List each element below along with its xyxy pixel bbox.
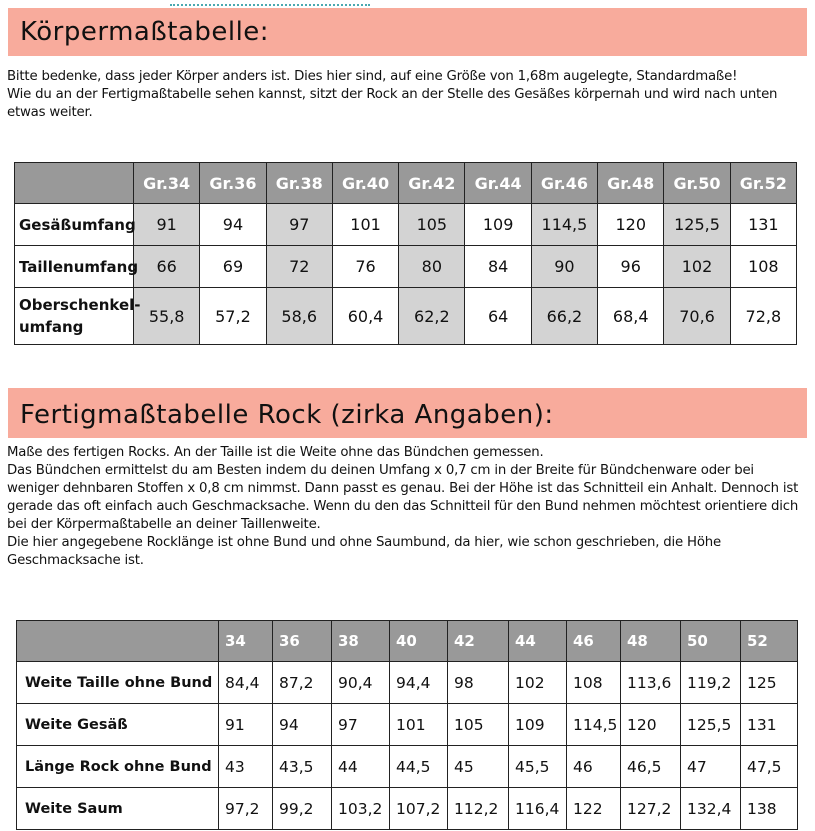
size-header: Gr.42 (399, 163, 465, 204)
value-cell: 62,2 (399, 288, 465, 345)
value-cell: 98 (448, 662, 509, 704)
size-header: Gr.34 (134, 163, 200, 204)
section-title: Fertigmaßtabelle Rock (zirka Angaben): (20, 400, 554, 430)
value-cell: 64 (465, 288, 531, 345)
table-row (17, 788, 798, 830)
value-cell: 112,2 (448, 788, 509, 830)
value-cell: 131 (730, 204, 796, 246)
value-cell: 90 (531, 246, 597, 288)
value-cell: 105 (448, 704, 509, 746)
value-cell: 87,2 (273, 662, 332, 704)
value-cell: 66,2 (531, 288, 597, 345)
value-cell: 99,2 (273, 788, 332, 830)
value-cell: 57,2 (200, 288, 266, 345)
finished-measurement-table (16, 620, 798, 830)
corner-cell (15, 163, 134, 204)
table-row (15, 288, 797, 345)
value-cell: 103,2 (332, 788, 390, 830)
size-header: 44 (509, 621, 567, 662)
value-cell: 125 (741, 662, 798, 704)
row-label: Taillenumfang (15, 246, 134, 288)
value-cell: 60,4 (332, 288, 398, 345)
size-header: 34 (219, 621, 273, 662)
value-cell: 97 (332, 704, 390, 746)
header-row (17, 621, 798, 662)
size-header: Gr.44 (465, 163, 531, 204)
value-cell: 125,5 (664, 204, 730, 246)
size-header: Gr.52 (730, 163, 796, 204)
value-cell: 116,4 (509, 788, 567, 830)
table-row (15, 246, 797, 288)
value-cell: 109 (509, 704, 567, 746)
value-cell: 70,6 (664, 288, 730, 345)
value-cell: 46,5 (621, 746, 681, 788)
size-header: 52 (741, 621, 798, 662)
value-cell: 120 (621, 704, 681, 746)
finished-size-text (7, 444, 807, 570)
corner-cell (17, 621, 219, 662)
size-header: Gr.38 (266, 163, 332, 204)
size-header: Gr.48 (598, 163, 664, 204)
value-cell: 69 (200, 246, 266, 288)
row-label: Länge Rock ohne Bund (17, 746, 219, 788)
value-cell: 43 (219, 746, 273, 788)
value-cell: 97 (266, 204, 332, 246)
value-cell: 45 (448, 746, 509, 788)
value-cell: 91 (219, 704, 273, 746)
decorative-dots (170, 0, 370, 6)
paragraph: Die hier angegebene Rocklänge ist ohne Bund und ohne Saumbund, da hier, wie schon geschrieben, die Höhe Geschmacksache ist. (7, 535, 721, 568)
paragraph: Maße des fertigen Rocks. An der Taille ist die Weite ohne das Bündchen gemessen. (7, 445, 544, 460)
value-cell: 66 (134, 246, 200, 288)
size-header: 42 (448, 621, 509, 662)
size-header: 48 (621, 621, 681, 662)
header-row (15, 163, 797, 204)
row-label: Oberschenkel-umfang (15, 288, 134, 345)
value-cell: 97,2 (219, 788, 273, 830)
size-header: 50 (681, 621, 741, 662)
value-cell: 101 (390, 704, 448, 746)
section-title-bar (8, 388, 807, 438)
size-header: Gr.36 (200, 163, 266, 204)
size-header: 40 (390, 621, 448, 662)
value-cell: 119,2 (681, 662, 741, 704)
value-cell: 114,5 (567, 704, 621, 746)
value-cell: 91 (134, 204, 200, 246)
value-cell: 84 (465, 246, 531, 288)
size-header: 46 (567, 621, 621, 662)
value-cell: 76 (332, 246, 398, 288)
size-header: Gr.40 (332, 163, 398, 204)
value-cell: 90,4 (332, 662, 390, 704)
row-label: Weite Taille ohne Bund (17, 662, 219, 704)
value-cell: 138 (741, 788, 798, 830)
value-cell: 94 (200, 204, 266, 246)
table-row (17, 662, 798, 704)
value-cell: 47,5 (741, 746, 798, 788)
row-label: Weite Gesäß (17, 704, 219, 746)
size-header: Gr.50 (664, 163, 730, 204)
value-cell: 113,6 (621, 662, 681, 704)
table-row (15, 204, 797, 246)
size-header: Gr.46 (531, 163, 597, 204)
value-cell: 44 (332, 746, 390, 788)
size-header: 38 (332, 621, 390, 662)
value-cell: 101 (332, 204, 398, 246)
value-cell: 114,5 (531, 204, 597, 246)
value-cell: 102 (664, 246, 730, 288)
table-row (17, 746, 798, 788)
value-cell: 46 (567, 746, 621, 788)
value-cell: 125,5 (681, 704, 741, 746)
value-cell: 120 (598, 204, 664, 246)
value-cell: 109 (465, 204, 531, 246)
value-cell: 80 (399, 246, 465, 288)
paragraph: Das Bündchen ermittelst du am Besten indem du deinen Umfang x 0,7 cm in der Breite für Bündchenware oder bei weniger dehnbaren Stoffen x 0,8 cm nimmst. Dann passt es genau. Bei der Höhe ist das Schnitteil ein Anhalt. Dennoch ist gerade das oft einfach auch Geschmacksache. Wenn du den das Schnitteil für den Bund nehmen möchtest orientiere dich bei der Körpermaßtabelle an deiner Taillenweite. (7, 463, 799, 532)
paragraph: Bitte bedenke, dass jeder Körper anders ist. Dies hier sind, auf eine Größe von 1,68m augelegte, Standardmaße! (7, 69, 738, 84)
value-cell: 68,4 (598, 288, 664, 345)
section-title-bar (8, 8, 807, 56)
body-measurement-table (14, 162, 797, 345)
value-cell: 94,4 (390, 662, 448, 704)
value-cell: 127,2 (621, 788, 681, 830)
paragraph: Wie du an der Fertigmaßtabelle sehen kannst, sitzt der Rock an der Stelle des Gesäßes körpernah und wird nach unten etwas weiter. (7, 87, 778, 120)
value-cell: 108 (730, 246, 796, 288)
section-title: Körpermaßtabelle: (20, 17, 270, 47)
value-cell: 108 (567, 662, 621, 704)
value-cell: 102 (509, 662, 567, 704)
value-cell: 131 (741, 704, 798, 746)
value-cell: 44,5 (390, 746, 448, 788)
value-cell: 105 (399, 204, 465, 246)
value-cell: 43,5 (273, 746, 332, 788)
value-cell: 122 (567, 788, 621, 830)
value-cell: 96 (598, 246, 664, 288)
value-cell: 84,4 (219, 662, 273, 704)
value-cell: 72,8 (730, 288, 796, 345)
value-cell: 94 (273, 704, 332, 746)
value-cell: 107,2 (390, 788, 448, 830)
value-cell: 72 (266, 246, 332, 288)
value-cell: 45,5 (509, 746, 567, 788)
table-row (17, 704, 798, 746)
size-header: 36 (273, 621, 332, 662)
value-cell: 58,6 (266, 288, 332, 345)
row-label: Weite Saum (17, 788, 219, 830)
value-cell: 132,4 (681, 788, 741, 830)
value-cell: 47 (681, 746, 741, 788)
row-label: Gesäßumfang (15, 204, 134, 246)
value-cell: 55,8 (134, 288, 200, 345)
intro-text (7, 68, 807, 122)
